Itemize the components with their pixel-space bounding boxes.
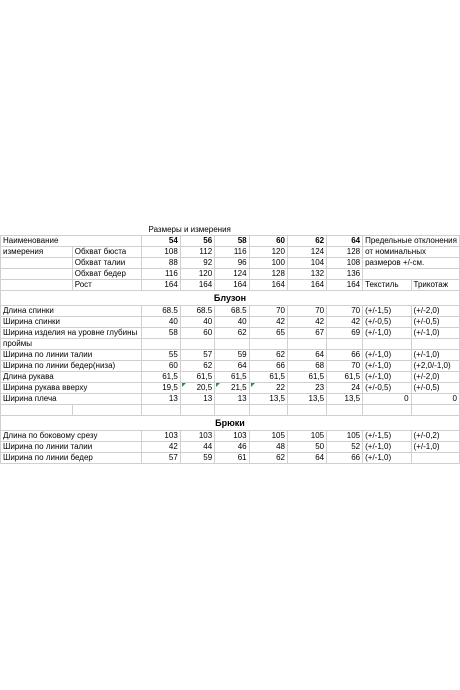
table-row xyxy=(1,394,460,405)
body-measure-row xyxy=(1,247,460,258)
measure-label: Обхват бедер xyxy=(72,269,141,280)
header-name-label: Наименование xyxy=(1,236,142,247)
row-value: 57 xyxy=(180,350,214,361)
row-value: 65 xyxy=(249,328,287,339)
tolerance-line-2: от номинальных xyxy=(363,247,460,258)
table-row xyxy=(1,361,460,372)
row-value: 66 xyxy=(327,350,363,361)
measure-value: 128 xyxy=(249,269,287,280)
empty-cell xyxy=(1,280,73,291)
row-value: 64 xyxy=(287,350,326,361)
row-value: 13 xyxy=(141,394,180,405)
row-value: 44 xyxy=(180,442,214,453)
measure-value: 136 xyxy=(327,269,363,280)
row-value: 70 xyxy=(249,306,287,317)
empty-cell xyxy=(1,405,73,416)
table-caption: Размеры и измерения xyxy=(1,225,460,236)
empty-cell xyxy=(180,405,214,416)
row-value: 103 xyxy=(215,431,249,442)
knit-tolerance: (+/-2,0) xyxy=(411,372,459,383)
caption-row xyxy=(1,225,460,236)
row-value: 103 xyxy=(180,431,214,442)
row-value: 50 xyxy=(287,442,326,453)
measure-value: 92 xyxy=(180,258,214,269)
knit-tolerance: (+/-0,5) xyxy=(411,383,459,394)
section-title-bryuki: Брюки xyxy=(1,416,460,431)
row-value: 40 xyxy=(141,317,180,328)
textile-tolerance: (+/-0,5) xyxy=(363,383,411,394)
row-label: Ширина изделия на уровне глубины xyxy=(1,328,142,339)
measure-value: 96 xyxy=(215,258,249,269)
measure-value: 88 xyxy=(141,258,180,269)
measure-value: 116 xyxy=(141,269,180,280)
knit-tolerance: (+/-1,0) xyxy=(411,350,459,361)
textile-tolerance: (+/-1,0) xyxy=(363,372,411,383)
knit-header: Трикотаж xyxy=(411,280,459,291)
row-value: 70 xyxy=(327,361,363,372)
row-value: 19,5 xyxy=(141,383,180,394)
measure-value: 120 xyxy=(180,269,214,280)
textile-tolerance: 0 xyxy=(363,394,411,405)
row-label: Ширина по линии талии xyxy=(1,442,142,453)
knit-tolerance: (+/-1,0) xyxy=(411,442,459,453)
row-value: 61,5 xyxy=(249,372,287,383)
header-row-1 xyxy=(1,236,460,247)
section-title-bluzon: Блузон xyxy=(1,291,460,306)
measure-value: 124 xyxy=(215,269,249,280)
row-value: 52 xyxy=(327,442,363,453)
textile-tolerance: (+/-1,5) xyxy=(363,306,411,317)
measure-value: 164 xyxy=(287,280,326,291)
row-value: 61,5 xyxy=(287,372,326,383)
row-value: 59 xyxy=(215,350,249,361)
row-value: 62 xyxy=(249,453,287,464)
row-value: 13,5 xyxy=(287,394,326,405)
measure-value: 128 xyxy=(327,247,363,258)
measure-value: 164 xyxy=(141,280,180,291)
textile-tolerance xyxy=(363,339,411,350)
section-row xyxy=(1,416,460,431)
table-row xyxy=(1,350,460,361)
row-label: Длина спинки xyxy=(1,306,142,317)
row-value: 22 xyxy=(249,383,287,394)
empty-cell xyxy=(1,258,73,269)
measure-value: 164 xyxy=(180,280,214,291)
row-value: 42 xyxy=(327,317,363,328)
row-value: 68.5 xyxy=(141,306,180,317)
row-value: 61,5 xyxy=(141,372,180,383)
table-row xyxy=(1,339,460,350)
row-value xyxy=(141,339,180,350)
row-value: 67 xyxy=(287,328,326,339)
section-row xyxy=(1,291,460,306)
size-60: 60 xyxy=(249,236,287,247)
table-row xyxy=(1,328,460,339)
empty-cell xyxy=(363,405,411,416)
row-value: 61 xyxy=(215,453,249,464)
measure-value: 132 xyxy=(287,269,326,280)
row-value: 40 xyxy=(215,317,249,328)
knit-tolerance: (+2,0/-1,0) xyxy=(411,361,459,372)
table-row xyxy=(1,431,460,442)
empty-cell xyxy=(411,405,459,416)
row-value: 13 xyxy=(180,394,214,405)
row-label: Ширина по линии талии xyxy=(1,350,142,361)
measure-label: Рост xyxy=(72,280,141,291)
row-value: 48 xyxy=(249,442,287,453)
row-value: 13 xyxy=(215,394,249,405)
row-value: 59 xyxy=(180,453,214,464)
row-label: Длина по боковому срезу xyxy=(1,431,142,442)
row-value: 70 xyxy=(327,306,363,317)
measure-value: 112 xyxy=(180,247,214,258)
empty-cell xyxy=(249,405,287,416)
row-value: 58 xyxy=(141,328,180,339)
measure-value: 124 xyxy=(287,247,326,258)
row-value: 68.5 xyxy=(215,306,249,317)
textile-tolerance: (+/-1,0) xyxy=(363,350,411,361)
measure-value: 164 xyxy=(215,280,249,291)
tolerance-line-3: размеров +/-см. xyxy=(363,258,460,269)
table-row xyxy=(1,306,460,317)
row-value xyxy=(180,339,214,350)
row-label: Ширина рукава вверху xyxy=(1,383,142,394)
size-62: 62 xyxy=(287,236,326,247)
row-value: 23 xyxy=(287,383,326,394)
row-value: 42 xyxy=(141,442,180,453)
knit-tolerance: 0 xyxy=(411,394,459,405)
row-value: 64 xyxy=(287,453,326,464)
row-value: 64 xyxy=(215,361,249,372)
measure-value: 164 xyxy=(249,280,287,291)
body-measure-row xyxy=(1,269,460,280)
measure-value: 108 xyxy=(141,247,180,258)
row-value: 57 xyxy=(141,453,180,464)
row-value: 61,5 xyxy=(327,372,363,383)
row-value: 62 xyxy=(180,361,214,372)
body-measure-row xyxy=(1,258,460,269)
row-value: 66 xyxy=(249,361,287,372)
row-value: 61,5 xyxy=(180,372,214,383)
row-value: 60 xyxy=(180,328,214,339)
measure-value: 108 xyxy=(327,258,363,269)
size-chart xyxy=(0,225,460,464)
table-row xyxy=(1,453,460,464)
row-value: 13,5 xyxy=(249,394,287,405)
row-value: 105 xyxy=(249,431,287,442)
row-value: 70 xyxy=(287,306,326,317)
row-value: 20,5 xyxy=(180,383,214,394)
measure-value: 116 xyxy=(215,247,249,258)
empty-cell xyxy=(1,269,73,280)
row-value: 105 xyxy=(287,431,326,442)
measure-value: 100 xyxy=(249,258,287,269)
row-label: Ширина по линии бедер xyxy=(1,453,142,464)
measure-label: Обхват бюста xyxy=(72,247,141,258)
row-value: 24 xyxy=(327,383,363,394)
knit-tolerance: (+/-0,5) xyxy=(411,317,459,328)
textile-tolerance: (+/-1,0) xyxy=(363,361,411,372)
row-value: 21,5 xyxy=(215,383,249,394)
row-label: Ширина спинки xyxy=(1,317,142,328)
knit-tolerance: (+/-1,0) xyxy=(411,328,459,339)
table-row xyxy=(1,383,460,394)
row-value: 68 xyxy=(287,361,326,372)
row-value: 68.5 xyxy=(180,306,214,317)
row-value: 46 xyxy=(215,442,249,453)
textile-tolerance: (+/-1,0) xyxy=(363,328,411,339)
textile-header: Текстиль xyxy=(363,280,411,291)
row-value: 103 xyxy=(141,431,180,442)
row-value: 55 xyxy=(141,350,180,361)
size-54: 54 xyxy=(141,236,180,247)
row-value: 105 xyxy=(327,431,363,442)
table-row xyxy=(1,372,460,383)
textile-tolerance: (+/-1,0) xyxy=(363,453,411,464)
size-56: 56 xyxy=(180,236,214,247)
row-value: 42 xyxy=(287,317,326,328)
tolerance-title: Предельные отклонения xyxy=(363,236,460,247)
row-value: 66 xyxy=(327,453,363,464)
measure-label: Обхват талии xyxy=(72,258,141,269)
knit-tolerance: (+/-0,2) xyxy=(411,431,459,442)
measure-value: 164 xyxy=(327,280,363,291)
size-64: 64 xyxy=(327,236,363,247)
empty-cell xyxy=(327,405,363,416)
empty-cell xyxy=(363,269,460,280)
row-value: 13,5 xyxy=(327,394,363,405)
row-value: 60 xyxy=(141,361,180,372)
row-label: проймы xyxy=(1,339,142,350)
row-value: 69 xyxy=(327,328,363,339)
textile-tolerance: (+/-0,5) xyxy=(363,317,411,328)
empty-cell xyxy=(287,405,326,416)
size-table xyxy=(0,225,460,464)
table-row xyxy=(1,317,460,328)
empty-cell xyxy=(72,405,141,416)
row-value: 61,5 xyxy=(215,372,249,383)
textile-tolerance: (+/-1,0) xyxy=(363,442,411,453)
row-value xyxy=(287,339,326,350)
row-value: 40 xyxy=(180,317,214,328)
measure-value: 120 xyxy=(249,247,287,258)
knit-tolerance xyxy=(411,453,459,464)
knit-tolerance: (+/-2,0) xyxy=(411,306,459,317)
row-value: 42 xyxy=(249,317,287,328)
empty-cell xyxy=(141,405,180,416)
empty-cell xyxy=(215,405,249,416)
blank-row xyxy=(1,405,460,416)
row-value xyxy=(327,339,363,350)
row-value xyxy=(215,339,249,350)
body-measure-row xyxy=(1,280,460,291)
table-row xyxy=(1,442,460,453)
row-label: Ширина по линии бедер(низа) xyxy=(1,361,142,372)
row-label: Длина рукава xyxy=(1,372,142,383)
row-value: 62 xyxy=(215,328,249,339)
row-label: Ширина плеча xyxy=(1,394,142,405)
measure-value: 104 xyxy=(287,258,326,269)
size-58: 58 xyxy=(215,236,249,247)
textile-tolerance: (+/-1,5) xyxy=(363,431,411,442)
knit-tolerance xyxy=(411,339,459,350)
row-value: 62 xyxy=(249,350,287,361)
header-name-label-2: измерения xyxy=(1,247,73,258)
row-value xyxy=(249,339,287,350)
